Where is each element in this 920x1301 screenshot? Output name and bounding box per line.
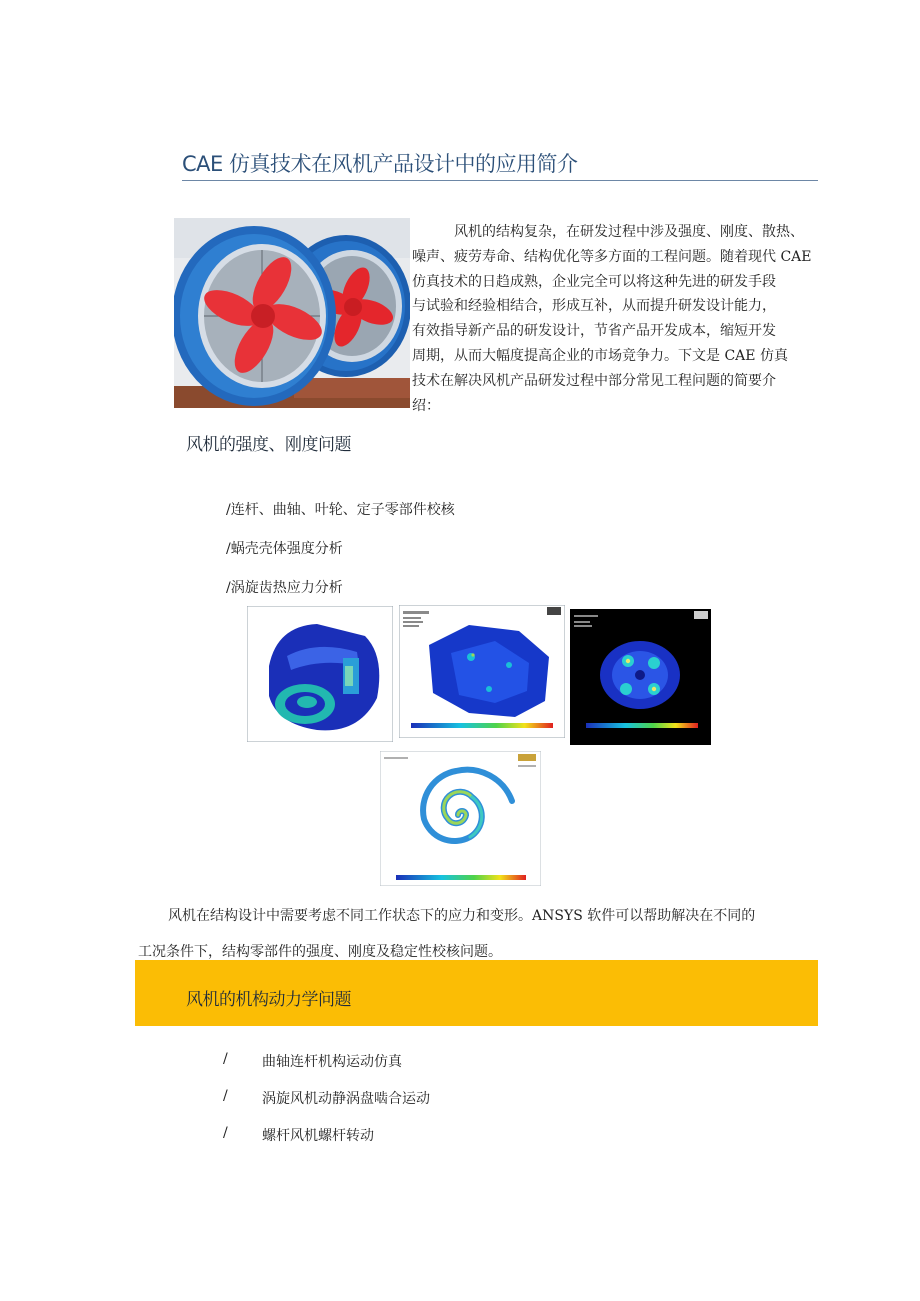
section-heading-strength: 风机的强度、刚度问题 — [186, 435, 351, 455]
intro-line: 噪声、疲劳寿命、结构优化等多方面的工程问题。随着现代 CAE — [412, 248, 812, 265]
list-item: /连杆、曲轴、叶轮、定子零部件校核 — [226, 502, 455, 518]
list-bullet: / — [223, 1051, 228, 1067]
list-item: 涡旋风机动静涡盘啮合运动 — [262, 1091, 430, 1107]
paragraph-line: 风机在结构设计中需要考虑不同工作状态下的应力和变形。ANSYS 软件可以帮助解决在不同的 — [168, 908, 756, 924]
list-bullet: / — [223, 1088, 228, 1104]
intro-paragraph — [412, 220, 824, 418]
intro-line: 绍： — [412, 397, 440, 414]
intro-line: 与试验和经验相结合，形成互补，从而提升研发设计能力， — [412, 298, 776, 315]
casing-stress-image — [399, 605, 565, 738]
intro-line: 周期，从而大幅度提高企业的市场竞争力。下文是 CAE 仿真 — [412, 347, 788, 364]
paragraph-line: 工况条件下，结构零部件的强度、刚度及稳定性校核问题。 — [138, 944, 502, 960]
list-bullet: / — [223, 1125, 228, 1141]
page-title: CAE 仿真技术在风机产品设计中的应用简介 — [182, 152, 578, 176]
intro-line: 仿真技术的日趋成熟，企业完全可以将这种先进的研发手段 — [412, 273, 776, 290]
intro-line: 技术在解决风机产品研发过程中部分常见工程问题的简要介 — [412, 372, 776, 389]
intro-line: 风机的结构复杂，在研发过程中涉及强度、刚度、散热、 — [454, 224, 804, 240]
axial-fan-photo — [174, 218, 410, 408]
list-item: /涡旋齿热应力分析 — [226, 580, 343, 596]
rotor-heat-stress-image — [570, 609, 711, 745]
list-item: /蜗壳壳体强度分析 — [226, 541, 343, 557]
list-item: 螺杆风机螺杆转动 — [262, 1128, 374, 1144]
section-heading-dynamics: 风机的机构动力学问题 — [186, 990, 351, 1010]
intro-line: 有效指导新产品的研发设计，节省产品开发成本，缩短开发 — [412, 323, 776, 340]
title-underline — [182, 180, 818, 181]
list-item: 曲轴连杆机构运动仿真 — [262, 1054, 402, 1070]
scroll-thermal-stress-image — [380, 751, 541, 886]
crankshaft-stress-image — [247, 606, 393, 742]
